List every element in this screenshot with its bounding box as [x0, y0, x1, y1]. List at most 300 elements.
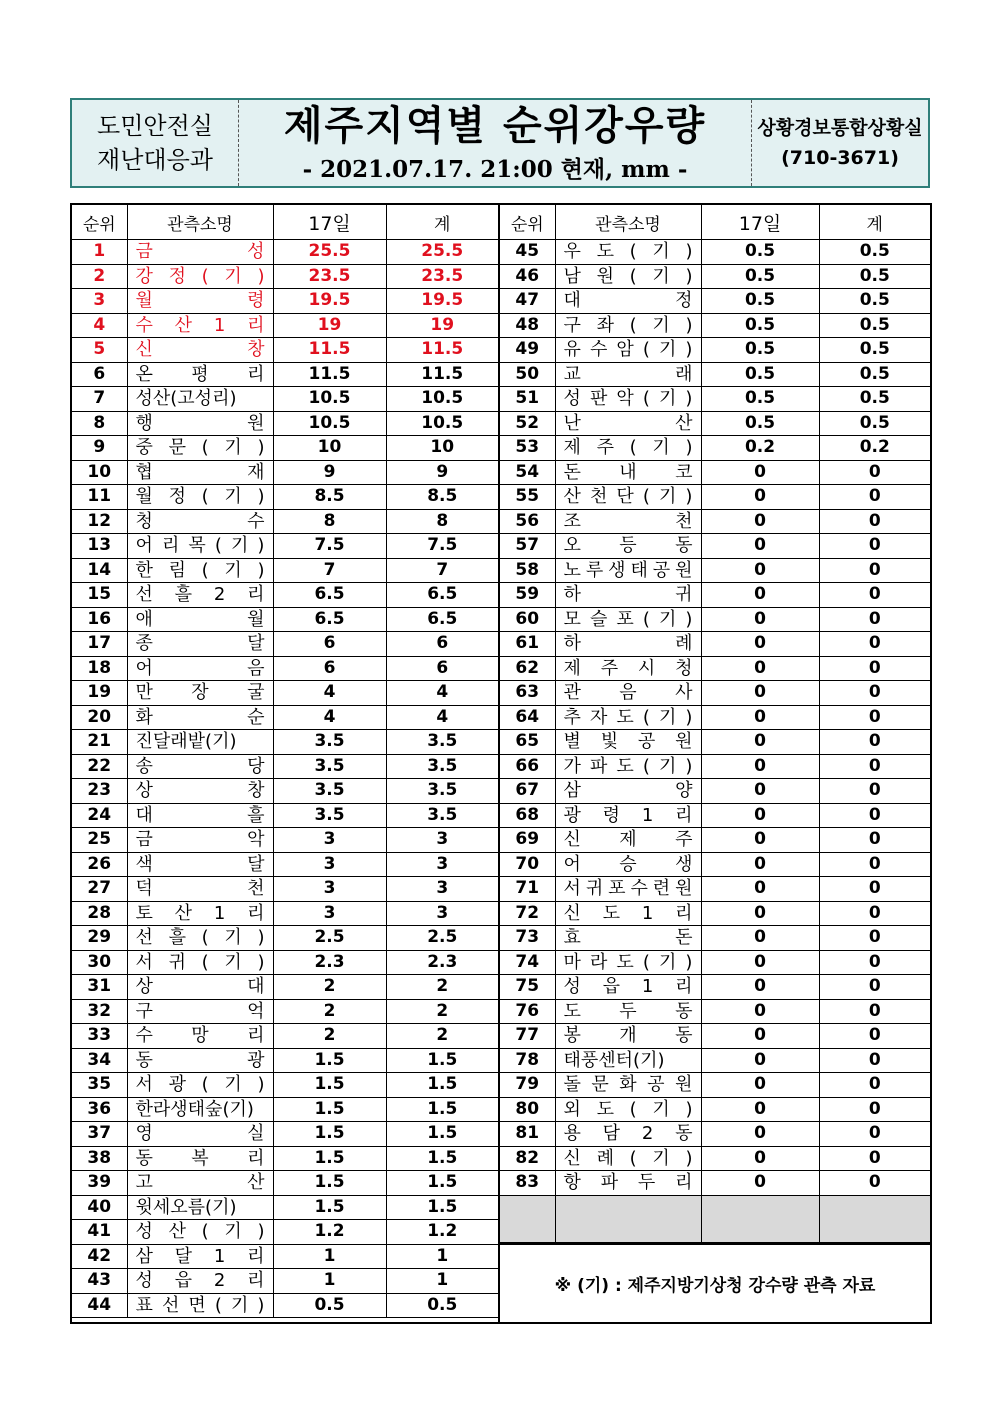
- station-header: 관측소명: [127, 205, 273, 240]
- rank-cell: 79: [500, 1073, 555, 1098]
- rank-cell: 77: [500, 1024, 555, 1049]
- station-name-char: (: [642, 339, 650, 360]
- station-name-cell: [127, 1097, 273, 1122]
- station-name: [564, 706, 693, 730]
- total-rainfall-cell: 25.5: [386, 240, 498, 265]
- day-rainfall-cell: 0: [701, 632, 819, 657]
- station-name: [136, 657, 265, 681]
- station-name-char: 귀: [675, 584, 693, 605]
- station-name-cell: [555, 1171, 701, 1196]
- table-row: [500, 803, 930, 828]
- total-rainfall-cell: 0: [819, 607, 930, 632]
- station-name-char: 영: [135, 1123, 153, 1144]
- station-name-char: 기: [658, 951, 677, 973]
- station-name-cell: [555, 362, 701, 387]
- station-name: [564, 804, 693, 828]
- station-name-cell: [555, 509, 701, 534]
- total-rainfall-cell: 8: [386, 509, 498, 534]
- station-name-char: 공: [647, 1074, 665, 1095]
- total-rainfall-cell: 1.5: [386, 1073, 498, 1098]
- station-name-char: 상: [135, 780, 153, 801]
- table-row: [500, 1024, 930, 1049]
- table-row: [500, 1097, 930, 1122]
- station-name-char: 재: [247, 461, 265, 483]
- station-name-char: ): [257, 265, 265, 287]
- station-name-char: 달: [174, 1245, 193, 1267]
- station-name-char: 수: [247, 510, 265, 532]
- rank-cell: 23: [72, 779, 127, 804]
- station-name-char: ): [685, 1098, 693, 1120]
- station-name: [136, 1122, 265, 1146]
- total-rainfall-cell: 3: [386, 852, 498, 877]
- station-name-char: 도: [596, 241, 614, 262]
- rank-cell: 15: [72, 583, 127, 608]
- total-rainfall-cell: 10: [386, 436, 498, 461]
- station-name-char: ): [685, 1147, 693, 1169]
- empty-cell: [500, 1195, 555, 1242]
- station-name-char: 광: [563, 804, 581, 826]
- station-name-char: ): [685, 339, 693, 360]
- station-name-cell: [555, 485, 701, 510]
- station-name-char: 기: [652, 265, 670, 287]
- station-name-char: 성: [247, 241, 265, 262]
- total-rainfall-cell: 1.5: [386, 1048, 498, 1073]
- day-rainfall-cell: 0.5: [701, 313, 819, 338]
- station-name-char: 기: [652, 1147, 670, 1169]
- station-name-char: ): [685, 755, 693, 777]
- rank-cell: 24: [72, 803, 127, 828]
- day-rainfall-cell: 2.3: [273, 950, 386, 975]
- station-name-char: 월: [135, 290, 153, 311]
- rank-cell: 37: [72, 1122, 127, 1147]
- station-name-char: 구: [563, 314, 581, 336]
- total-rainfall-cell: 1: [386, 1269, 498, 1294]
- office-name: 상황경보통합상황실: [757, 117, 923, 139]
- station-name-cell: [127, 779, 273, 804]
- station-name-char: 성: [563, 976, 581, 997]
- day-rainfall-cell: 0: [701, 877, 819, 902]
- station-name: [136, 1294, 265, 1318]
- station-name: [564, 902, 693, 926]
- station-name-char: 천: [247, 878, 265, 899]
- station-name-char: 한: [135, 559, 153, 581]
- station-name-char: 리: [675, 1172, 693, 1193]
- station-name-char: (: [214, 1294, 222, 1316]
- table-row: [500, 558, 930, 583]
- station-name-char: 천: [589, 486, 608, 507]
- rank-cell: 74: [500, 950, 555, 975]
- day-rainfall-cell: 0: [701, 926, 819, 951]
- table-row: [72, 338, 498, 363]
- station-name-char: 생: [675, 853, 693, 875]
- station-name-char: 기: [658, 706, 677, 728]
- rank-cell: 67: [500, 779, 555, 804]
- station-name-char: 별: [563, 731, 581, 752]
- rank-cell: 51: [500, 387, 555, 412]
- rank-cell: 25: [72, 828, 127, 853]
- station-name-char: 신: [135, 339, 153, 360]
- station-name-char: 화: [619, 1074, 637, 1095]
- rank-cell: 13: [72, 534, 127, 559]
- table-row: [72, 264, 498, 289]
- station-name-char: 서: [135, 951, 153, 973]
- station-name: [136, 1269, 265, 1293]
- total-rainfall-cell: 0: [819, 926, 930, 951]
- table-row: [500, 852, 930, 877]
- day-rainfall-cell: 0: [701, 558, 819, 583]
- station-name-cell: [555, 877, 701, 902]
- station-name-cell: [555, 730, 701, 755]
- station-name-char: 효: [563, 927, 581, 948]
- day-rainfall-cell: 3: [273, 852, 386, 877]
- table-row: [72, 583, 498, 608]
- table-header-row: [500, 205, 930, 240]
- station-name-char: 기: [658, 608, 677, 630]
- station-name-char: 산: [174, 314, 193, 336]
- day-rainfall-cell: 10: [273, 436, 386, 461]
- station-name-char: 리: [247, 363, 265, 385]
- rank-cell: 62: [500, 656, 555, 681]
- station-name: [136, 1024, 265, 1048]
- station-name-char: 달: [247, 853, 265, 875]
- station-name-char: 돈: [675, 927, 693, 948]
- station-name-char: 표: [135, 1294, 153, 1316]
- day-rainfall-cell: 0: [701, 975, 819, 1000]
- station-name-cell: [127, 534, 273, 559]
- table-row: [500, 583, 930, 608]
- station-name: [564, 314, 693, 338]
- station-name: 윗세오름(기): [135, 1196, 237, 1218]
- table-row: [500, 362, 930, 387]
- table-row: [500, 705, 930, 730]
- station-name-char: 시: [637, 657, 656, 679]
- rank-cell: 34: [72, 1048, 127, 1073]
- station-name: [136, 877, 265, 901]
- station-name: [136, 902, 265, 926]
- station-name: [136, 608, 265, 632]
- station-name-cell: [127, 705, 273, 730]
- station-name: [564, 951, 693, 975]
- station-name-char: 1: [213, 902, 226, 924]
- station-name: [136, 681, 265, 705]
- station-name-cell: [555, 681, 701, 706]
- station-name-char: 청: [675, 657, 693, 679]
- total-rainfall-cell: 0: [819, 754, 930, 779]
- station-name-cell: [127, 1146, 273, 1171]
- total-rainfall-cell: 0: [819, 877, 930, 902]
- station-name-char: ): [685, 608, 693, 630]
- day-rainfall-cell: 3: [273, 877, 386, 902]
- station-name-char: ): [257, 1074, 265, 1095]
- rank-cell: 56: [500, 509, 555, 534]
- station-name-char: (: [201, 1074, 209, 1095]
- station-name-char: 귀: [168, 951, 186, 973]
- total-rainfall-cell: 0: [819, 950, 930, 975]
- station-name-char: 평: [191, 363, 209, 385]
- table-row: [72, 1220, 498, 1245]
- station-name-char: 1: [641, 804, 654, 826]
- total-rainfall-cell: 0: [819, 534, 930, 559]
- station-name-char: 주: [600, 657, 619, 679]
- day-rainfall-cell: 0.5: [701, 264, 819, 289]
- station-name-char: 순: [247, 706, 265, 728]
- station-name: [136, 853, 265, 877]
- rank-cell: 42: [72, 1244, 127, 1269]
- table-row: [72, 681, 498, 706]
- table-row: [500, 901, 930, 926]
- station-name: [136, 240, 265, 264]
- station-name-char: 기: [230, 535, 249, 556]
- table-row: [500, 1122, 930, 1147]
- station-name-cell: [127, 901, 273, 926]
- rank-cell: 45: [500, 240, 555, 265]
- station-name-char: 원: [247, 412, 265, 434]
- station-name-char: 정: [168, 486, 186, 507]
- day-rainfall-cell: 6: [273, 656, 386, 681]
- day-rainfall-cell: 0: [701, 999, 819, 1024]
- rank-cell: 10: [72, 460, 127, 485]
- total-rainfall-cell: 0.5: [819, 240, 930, 265]
- total-rainfall-cell: 3: [386, 828, 498, 853]
- station-name-char: 귀: [585, 878, 604, 899]
- total-rainfall-cell: 0: [819, 681, 930, 706]
- station-name-char: 삼: [563, 780, 581, 801]
- station-name-char: 기: [658, 486, 677, 507]
- day-header: 17일: [273, 205, 386, 240]
- total-rainfall-cell: 23.5: [386, 264, 498, 289]
- station-name-char: 어: [135, 535, 153, 556]
- station-name-cell: [127, 485, 273, 510]
- station-name-char: 망: [191, 1025, 209, 1046]
- station-name-cell: [555, 1146, 701, 1171]
- station-name: [136, 461, 265, 485]
- title-block: [239, 100, 751, 186]
- station-name-cell: [555, 975, 701, 1000]
- station-name-char: 온: [135, 363, 153, 385]
- rank-cell: 57: [500, 534, 555, 559]
- station-name-char: 대: [563, 290, 581, 311]
- table-row: [500, 240, 930, 265]
- station-name-char: 노: [563, 559, 581, 581]
- station-name-cell: [555, 828, 701, 853]
- total-rainfall-cell: 11.5: [386, 338, 498, 363]
- station-name-char: 흘: [247, 804, 265, 826]
- rank-cell: 36: [72, 1097, 127, 1122]
- table-row: [500, 779, 930, 804]
- station-name-cell: [555, 534, 701, 559]
- station-name: [564, 1098, 693, 1122]
- station-name-char: 원: [675, 878, 693, 899]
- table-row: [500, 338, 930, 363]
- table-row: [72, 1171, 498, 1196]
- station-name-char: (: [201, 927, 209, 948]
- total-rainfall-cell: 3: [386, 901, 498, 926]
- station-name: [136, 338, 265, 362]
- rank-cell: 73: [500, 926, 555, 951]
- station-name-cell: [127, 264, 273, 289]
- table-row: [500, 730, 930, 755]
- station-name-char: 원: [596, 265, 614, 287]
- day-rainfall-cell: 2: [273, 975, 386, 1000]
- rank-cell: 71: [500, 877, 555, 902]
- station-name-char: 읍: [602, 976, 621, 997]
- station-name: [564, 1073, 693, 1097]
- table-row: [500, 509, 930, 534]
- total-rainfall-cell: 6: [386, 656, 498, 681]
- station-name-cell: [555, 583, 701, 608]
- table-row: [72, 1269, 498, 1294]
- day-rainfall-cell: 0: [701, 730, 819, 755]
- station-name-cell: [555, 1073, 701, 1098]
- station-name-char: 리: [247, 584, 265, 605]
- day-rainfall-cell: 3.5: [273, 754, 386, 779]
- station-name-cell: [127, 240, 273, 265]
- station-name-cell: [127, 387, 273, 412]
- total-rainfall-cell: 0: [819, 485, 930, 510]
- station-name: [564, 632, 693, 656]
- station-name-char: ): [257, 1221, 265, 1242]
- rank-cell: 82: [500, 1146, 555, 1171]
- rank-cell: 38: [72, 1146, 127, 1171]
- station-name-cell: [127, 1048, 273, 1073]
- day-rainfall-cell: 0: [701, 534, 819, 559]
- station-name-char: (: [642, 608, 650, 630]
- station-name-char: 리: [675, 976, 693, 997]
- day-rainfall-cell: 19: [273, 313, 386, 338]
- station-name: [564, 534, 693, 558]
- total-header: 계: [819, 205, 930, 240]
- day-rainfall-cell: 8.5: [273, 485, 386, 510]
- day-rainfall-cell: 4: [273, 681, 386, 706]
- station-name-cell: [555, 607, 701, 632]
- station-name-char: 장: [191, 682, 209, 703]
- station-name: [136, 289, 265, 313]
- total-rainfall-cell: 0: [819, 1073, 930, 1098]
- station-name-char: 원: [675, 559, 693, 581]
- station-name: [136, 1220, 265, 1244]
- table-row: [72, 240, 498, 265]
- rank-cell: 6: [72, 362, 127, 387]
- station-name-cell: [127, 583, 273, 608]
- day-rainfall-cell: 2: [273, 1024, 386, 1049]
- station-name-char: 문: [591, 1074, 609, 1095]
- station-name-char: 하: [563, 633, 581, 654]
- station-name-char: 선: [161, 1294, 180, 1316]
- station-name-char: (: [201, 951, 209, 973]
- station-name-char: (: [629, 1098, 637, 1120]
- table-row: [500, 460, 930, 485]
- station-name-cell: [127, 411, 273, 436]
- station-name-char: 하: [563, 584, 581, 605]
- station-name-cell: [555, 632, 701, 657]
- rank-cell: 55: [500, 485, 555, 510]
- station-name-char: 조: [563, 510, 581, 532]
- day-rainfall-cell: 0: [701, 1171, 819, 1196]
- station-name-char: 좌: [596, 314, 614, 336]
- table-row: [500, 607, 930, 632]
- table-row: [72, 436, 498, 461]
- total-rainfall-cell: 0: [819, 730, 930, 755]
- day-rainfall-cell: 19.5: [273, 289, 386, 314]
- total-rainfall-cell: 9: [386, 460, 498, 485]
- station-name: [564, 779, 693, 803]
- station-name-char: 신: [563, 1147, 581, 1169]
- station-name-char: (: [201, 486, 209, 507]
- rank-cell: 3: [72, 289, 127, 314]
- day-rainfall-cell: 1: [273, 1269, 386, 1294]
- station-name-char: 용: [563, 1123, 581, 1144]
- rank-cell: 59: [500, 583, 555, 608]
- total-rainfall-cell: 0: [819, 632, 930, 657]
- day-rainfall-cell: 1.5: [273, 1195, 386, 1220]
- total-rainfall-cell: 0: [819, 779, 930, 804]
- station-name-cell: [555, 338, 701, 363]
- station-name-char: 면: [188, 1294, 206, 1316]
- station-name: [136, 926, 265, 950]
- station-name-char: 우: [563, 241, 581, 262]
- station-name-cell: [555, 705, 701, 730]
- station-name-cell: [555, 387, 701, 412]
- station-name-char: ): [685, 437, 693, 458]
- station-name-char: 토: [135, 902, 153, 924]
- day-rainfall-cell: 0.5: [701, 240, 819, 265]
- station-name-char: 기: [224, 927, 242, 948]
- table-row: [72, 1097, 498, 1122]
- rank-cell: 31: [72, 975, 127, 1000]
- total-rainfall-cell: 0.5: [819, 338, 930, 363]
- station-name-char: 도: [616, 706, 634, 728]
- station-name-char: 기: [224, 486, 242, 507]
- total-rainfall-cell: 0: [819, 1122, 930, 1147]
- station-name-char: (: [201, 559, 209, 581]
- rank-cell: 4: [72, 313, 127, 338]
- total-rainfall-cell: 1.5: [386, 1097, 498, 1122]
- rank-cell: 81: [500, 1122, 555, 1147]
- day-rainfall-cell: 0: [701, 1024, 819, 1049]
- station-name-cell: [127, 436, 273, 461]
- rank-cell: 43: [72, 1269, 127, 1294]
- station-name-cell: [127, 656, 273, 681]
- table-row: [72, 926, 498, 951]
- station-name-char: 신: [563, 829, 581, 850]
- station-name-char: 문: [168, 437, 186, 458]
- station-name-char: 기: [230, 1294, 249, 1316]
- table-row: [500, 926, 930, 951]
- total-rainfall-cell: 0: [819, 1097, 930, 1122]
- station-name: [564, 1171, 693, 1195]
- station-name-char: 련: [652, 878, 671, 899]
- station-name-char: 제: [619, 829, 637, 850]
- station-name-cell: [127, 607, 273, 632]
- station-name-char: 선: [135, 927, 153, 948]
- station-name-char: 동: [135, 1049, 153, 1071]
- station-name-char: 리: [247, 902, 265, 924]
- station-name-char: 행: [135, 412, 153, 434]
- rank-cell: 8: [72, 411, 127, 436]
- rank-cell: 76: [500, 999, 555, 1024]
- right-table-body: [500, 240, 930, 1196]
- station-name-cell: [555, 999, 701, 1024]
- station-name: [136, 265, 265, 289]
- rank-cell: 5: [72, 338, 127, 363]
- day-rainfall-cell: 0.2: [701, 436, 819, 461]
- station-name: [136, 1073, 265, 1097]
- station-name: [136, 314, 265, 338]
- station-name-char: 도: [616, 951, 634, 973]
- day-rainfall-cell: 0: [701, 460, 819, 485]
- station-name-char: 성: [563, 388, 581, 409]
- station-name: [136, 534, 265, 558]
